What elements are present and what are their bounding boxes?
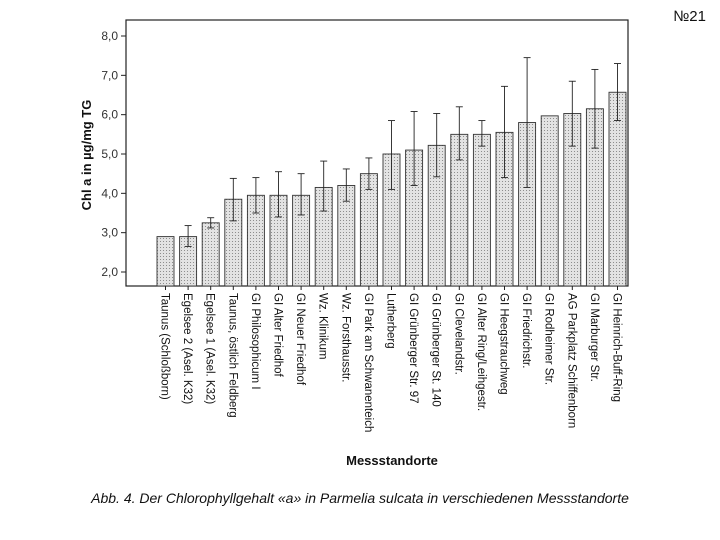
x-tick-label: GI Alter Ring/Leihgestr. (474, 293, 487, 412)
x-tick-label: Taunus, östlich Feldberg (226, 293, 239, 418)
bar (609, 92, 626, 286)
x-axis (159, 286, 623, 432)
x-axis-title: Messstandorte (346, 453, 438, 468)
bar (473, 134, 490, 286)
y-tick-label: 3,0 (101, 225, 118, 240)
bar (202, 223, 219, 286)
x-tick-label: AG Parkplatz Schiffenborn (565, 293, 578, 429)
x-tick-label: GI Philosophicum I (248, 293, 261, 390)
x-tick-label: GI Grünberger St. 140 (429, 293, 442, 407)
x-tick-label: Lutherberg (384, 293, 397, 349)
y-tick-label: 8,0 (101, 29, 118, 43)
x-tick-label: GI Marburger Str. (587, 293, 600, 382)
x-tick-label: Egelsee 2 (Asel. K32) (181, 293, 194, 405)
x-tick-label: GI Heinrich-Buff-Ring (610, 293, 623, 403)
x-tick-label: GI Neuer Friedhof (294, 293, 307, 386)
y-tick-label: 2,0 (101, 265, 118, 279)
bar (157, 237, 174, 286)
bar (360, 174, 377, 286)
x-tick-label: Taunus (Schloßborn) (158, 293, 171, 400)
x-tick-label: GI Grünberger Str. 97 (407, 293, 420, 404)
slide-number: №21 (673, 8, 706, 25)
x-tick-label: Egelsee 1 (Asel. K32) (203, 293, 216, 405)
x-tick-label: GI Friedrichstr. (520, 293, 533, 369)
bar (541, 116, 558, 286)
x-tick-label: Wz. Forsthausstr. (339, 293, 352, 383)
figure-caption: Abb. 4. Der Chlorophyllgehalt «a» in Parmelia sulcata in verschiedenen Messstandorte (91, 490, 629, 506)
y-tick-label: 7,0 (101, 68, 118, 83)
y-tick-label: 4,0 (101, 186, 118, 201)
x-tick-label: GI Clevelandstr. (452, 293, 465, 375)
y-tick-label: 5,0 (101, 147, 118, 161)
x-tick-label: GI Alter Friedhof (271, 293, 284, 377)
y-axis-title: Chl a in µg/mg TG (79, 99, 94, 211)
x-tick-label: GI Park am Schwanenteich (361, 293, 374, 433)
x-tick-label: Wz. Klinikum (316, 293, 329, 360)
y-axis (101, 29, 126, 279)
x-tick-label: GI Heegstrauchweg (497, 293, 510, 395)
y-tick-label: 6,0 (101, 107, 118, 122)
x-tick-label: GI Rodheimer Str. (542, 293, 555, 386)
